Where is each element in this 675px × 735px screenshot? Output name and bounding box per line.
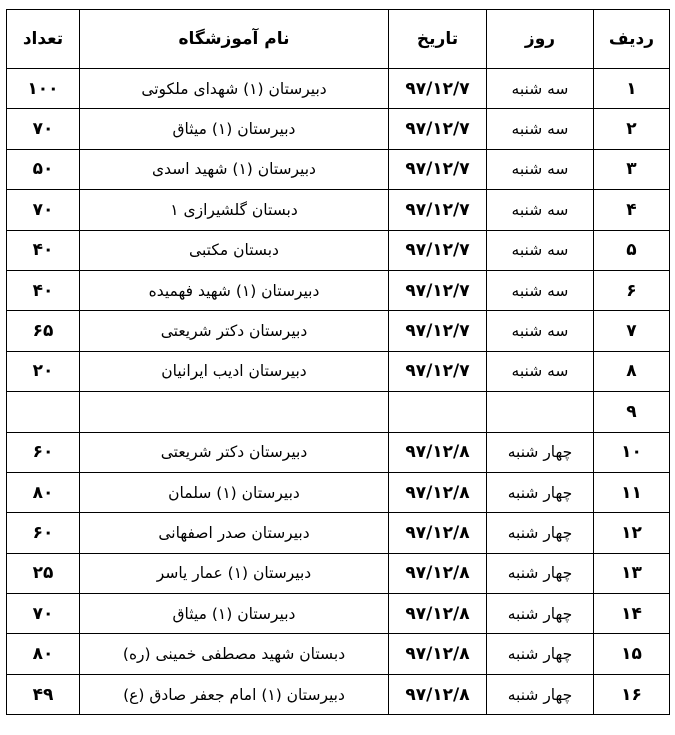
cell-school-name: دبستان مکتبی xyxy=(80,230,389,270)
cell-tarikh: ۹۷/۱۲/۸ xyxy=(389,634,487,674)
table-body xyxy=(7,69,670,715)
cell-count: ۴۰ xyxy=(7,230,80,270)
schedule-table-container xyxy=(6,9,669,715)
cell-school-name: دبیرستان (۱) میثاق xyxy=(80,594,389,634)
table-row xyxy=(7,674,670,714)
table-row xyxy=(7,190,670,230)
cell-radif: ۶ xyxy=(594,270,670,310)
cell-tarikh xyxy=(389,392,487,432)
cell-count: ۷۰ xyxy=(7,109,80,149)
cell-count: ۲۵ xyxy=(7,553,80,593)
cell-rooz: چهار شنبه xyxy=(487,594,594,634)
table-row xyxy=(7,270,670,310)
table-row xyxy=(7,69,670,109)
cell-rooz: چهار شنبه xyxy=(487,432,594,472)
cell-radif: ۱۵ xyxy=(594,634,670,674)
header-rooz: روز xyxy=(487,10,594,69)
cell-rooz: سه شنبه xyxy=(487,109,594,149)
cell-rooz: سه شنبه xyxy=(487,270,594,310)
cell-tarikh: ۹۷/۱۲/۷ xyxy=(389,311,487,351)
cell-count: ۴۰ xyxy=(7,270,80,310)
cell-count xyxy=(7,392,80,432)
table-row xyxy=(7,432,670,472)
cell-rooz: سه شنبه xyxy=(487,149,594,189)
table-row xyxy=(7,311,670,351)
table-row xyxy=(7,392,670,432)
cell-tarikh: ۹۷/۱۲/۷ xyxy=(389,230,487,270)
header-name: نام آموزشگاه xyxy=(80,10,389,69)
cell-school-name: دبیرستان (۱) امام جعفر صادق (ع) xyxy=(80,674,389,714)
cell-tarikh: ۹۷/۱۲/۷ xyxy=(389,69,487,109)
cell-rooz: سه شنبه xyxy=(487,230,594,270)
cell-radif: ۱۳ xyxy=(594,553,670,593)
cell-tarikh: ۹۷/۱۲/۷ xyxy=(389,190,487,230)
table-row xyxy=(7,472,670,512)
cell-school-name: دبیرستان (۱) شهید فهمیده xyxy=(80,270,389,310)
cell-radif: ۸ xyxy=(594,351,670,391)
table-row xyxy=(7,553,670,593)
cell-radif: ۱ xyxy=(594,69,670,109)
cell-rooz: چهار شنبه xyxy=(487,674,594,714)
cell-school-name xyxy=(80,392,389,432)
header-row xyxy=(7,10,670,69)
table-row xyxy=(7,513,670,553)
cell-school-name: دبیرستان (۱) سلمان xyxy=(80,472,389,512)
cell-radif: ۷ xyxy=(594,311,670,351)
table-row xyxy=(7,594,670,634)
cell-radif: ۱۶ xyxy=(594,674,670,714)
cell-radif: ۳ xyxy=(594,149,670,189)
cell-rooz xyxy=(487,392,594,432)
header-radif: ردیف xyxy=(594,10,670,69)
table-row xyxy=(7,351,670,391)
cell-school-name: دبستان گلشیرازی ۱ xyxy=(80,190,389,230)
cell-tarikh: ۹۷/۱۲/۸ xyxy=(389,553,487,593)
cell-count: ۸۰ xyxy=(7,634,80,674)
cell-school-name: دبیرستان (۱) میثاق xyxy=(80,109,389,149)
cell-rooz: سه شنبه xyxy=(487,311,594,351)
cell-tarikh: ۹۷/۱۲/۸ xyxy=(389,472,487,512)
cell-radif: ۱۱ xyxy=(594,472,670,512)
cell-count: ۵۰ xyxy=(7,149,80,189)
cell-radif: ۵ xyxy=(594,230,670,270)
cell-count: ۱۰۰ xyxy=(7,69,80,109)
cell-tarikh: ۹۷/۱۲/۸ xyxy=(389,432,487,472)
cell-tarikh: ۹۷/۱۲/۷ xyxy=(389,351,487,391)
header-tarikh: تاریخ xyxy=(389,10,487,69)
cell-count: ۷۰ xyxy=(7,594,80,634)
table-row xyxy=(7,109,670,149)
cell-rooz: چهار شنبه xyxy=(487,513,594,553)
schedule-table xyxy=(6,9,670,715)
header-count: تعداد xyxy=(7,10,80,69)
cell-school-name: دبیرستان (۱) عمار یاسر xyxy=(80,553,389,593)
cell-count: ۸۰ xyxy=(7,472,80,512)
cell-radif: ۱۰ xyxy=(594,432,670,472)
cell-radif: ۱۲ xyxy=(594,513,670,553)
cell-rooz: سه شنبه xyxy=(487,69,594,109)
table-row xyxy=(7,230,670,270)
cell-count: ۴۹ xyxy=(7,674,80,714)
cell-radif: ۹ xyxy=(594,392,670,432)
cell-school-name: دبیرستان صدر اصفهانی xyxy=(80,513,389,553)
cell-count: ۲۰ xyxy=(7,351,80,391)
cell-tarikh: ۹۷/۱۲/۸ xyxy=(389,674,487,714)
cell-rooz: سه شنبه xyxy=(487,190,594,230)
cell-count: ۶۰ xyxy=(7,432,80,472)
cell-rooz: چهار شنبه xyxy=(487,634,594,674)
cell-rooz: چهار شنبه xyxy=(487,553,594,593)
cell-school-name: دبیرستان ادیب ایرانیان xyxy=(80,351,389,391)
cell-tarikh: ۹۷/۱۲/۷ xyxy=(389,109,487,149)
cell-rooz: سه شنبه xyxy=(487,351,594,391)
cell-radif: ۴ xyxy=(594,190,670,230)
cell-count: ۷۰ xyxy=(7,190,80,230)
cell-tarikh: ۹۷/۱۲/۷ xyxy=(389,270,487,310)
cell-tarikh: ۹۷/۱۲/۸ xyxy=(389,594,487,634)
cell-tarikh: ۹۷/۱۲/۷ xyxy=(389,149,487,189)
cell-radif: ۱۴ xyxy=(594,594,670,634)
cell-school-name: دبیرستان دکتر شریعتی xyxy=(80,311,389,351)
cell-count: ۶۰ xyxy=(7,513,80,553)
cell-radif: ۲ xyxy=(594,109,670,149)
cell-count: ۶۵ xyxy=(7,311,80,351)
cell-rooz: چهار شنبه xyxy=(487,472,594,512)
cell-school-name: دبیرستان دکتر شریعتی xyxy=(80,432,389,472)
table-row xyxy=(7,634,670,674)
cell-school-name: دبستان شهید مصطفی خمینی (ره) xyxy=(80,634,389,674)
table-row xyxy=(7,149,670,189)
cell-school-name: دبیرستان (۱) شهدای ملکوتی xyxy=(80,69,389,109)
cell-school-name: دبیرستان (۱) شهید اسدی xyxy=(80,149,389,189)
cell-tarikh: ۹۷/۱۲/۸ xyxy=(389,513,487,553)
